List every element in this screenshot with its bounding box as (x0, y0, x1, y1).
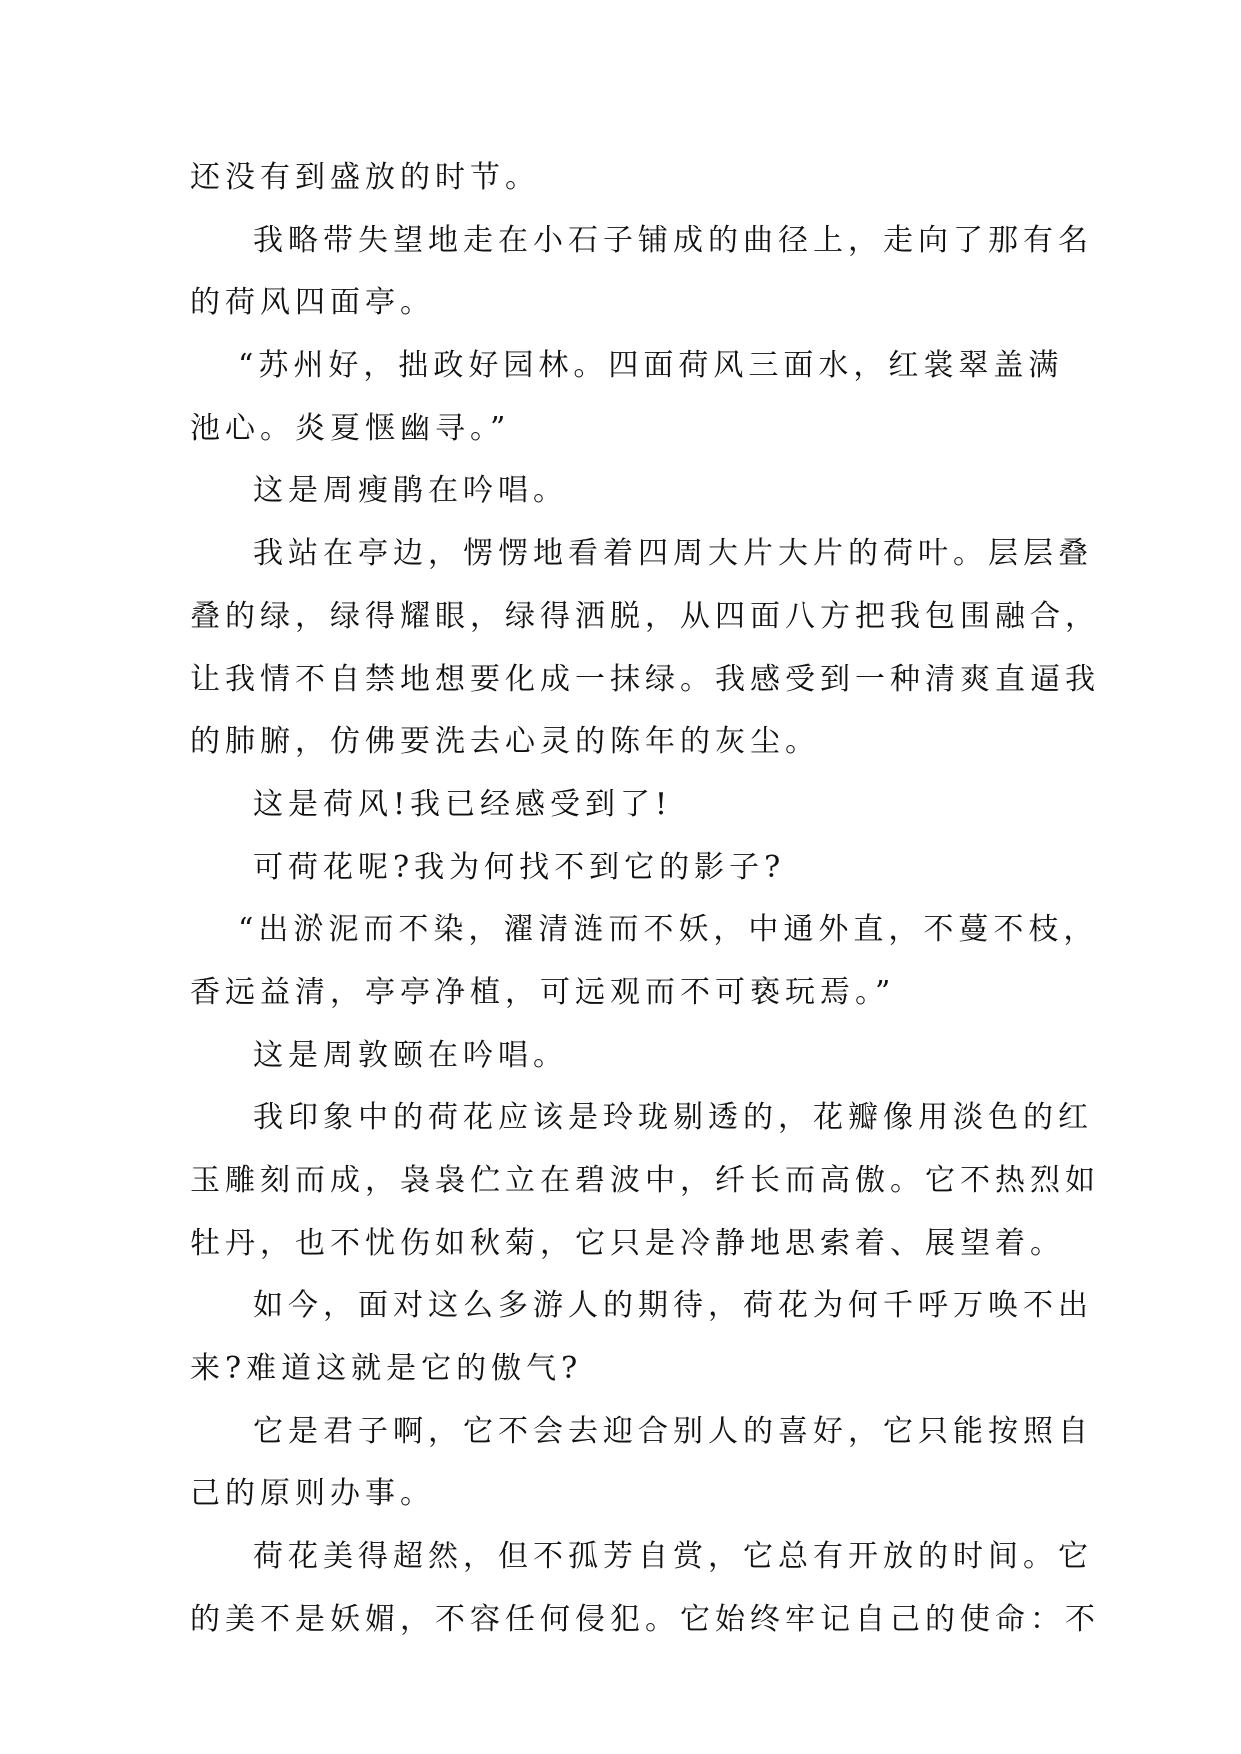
text-line: 的肺腑，仿佛要洗去心灵的陈年的灰尘。 (190, 724, 820, 760)
text-line: 玉雕刻而成，袅袅伫立在碧波中，纤长而高傲。它不热烈如 (190, 1163, 1100, 1198)
text-line: 它是君子啊，它不会去迎合别人的喜好，它只能按照自 (253, 1413, 1093, 1449)
text-line: 我印象中的荷花应该是玲珑剔透的，花瓣像用淡色的红 (253, 1100, 1093, 1136)
text-line: 的美不是妖媚，不容任何侵犯。它始终牢记自己的使命：不 (190, 1601, 1100, 1637)
text-line: 这是周敦颐在吟唱。 (253, 1037, 568, 1073)
text-line: 香远益清，亭亭净植，可远观而不可亵玩焉。” (190, 974, 896, 1010)
essay-body (190, 158, 1100, 1663)
text-line: “苏州好，拙政好园林。四面荷风三面水，红裳翠盖满 (238, 348, 1064, 384)
text-line: 来?难道这就是它的傲气? (190, 1351, 583, 1387)
text-line: 叠的绿，绿得耀眼，绿得洒脱，从四面八方把我包围融合， (190, 598, 1100, 634)
text-line: 我略带失望地走在小石子铺成的曲径上，走向了那有名 (253, 222, 1093, 258)
text-line: 还没有到盛放的时节。 (190, 160, 540, 195)
text-line: 我站在亭边，愣愣地看着四周大片大片的荷叶。层层叠 (253, 536, 1093, 572)
text-line: 这是周瘦鹃在吟唱。 (253, 473, 568, 509)
text-line: “出淤泥而不染，濯清涟而不妖，中通外直，不蔓不枝， (238, 912, 1099, 948)
text-line: 荷花美得超然，但不孤芳自赏，它总有开放的时间。它 (253, 1539, 1093, 1575)
text-line: 牡丹，也不忧伤如秋菊，它只是冷静地思索着、展望着。 (190, 1225, 1065, 1261)
text-line: 可荷花呢?我为何找不到它的影子? (253, 849, 786, 885)
text-line: 己的原则办事。 (190, 1476, 435, 1512)
text-line: 让我情不自禁地想要化成一抹绿。我感受到一种清爽直逼我 (190, 661, 1100, 697)
text-line: 如今，面对这么多游人的期待，荷花为何千呼万唤不出 (253, 1288, 1093, 1324)
text-line: 这是荷风!我已经感受到了! (253, 786, 673, 822)
text-line: 池心。炎夏惬幽寻。” (190, 410, 511, 446)
text-line: 的荷风四面亭。 (190, 285, 435, 321)
